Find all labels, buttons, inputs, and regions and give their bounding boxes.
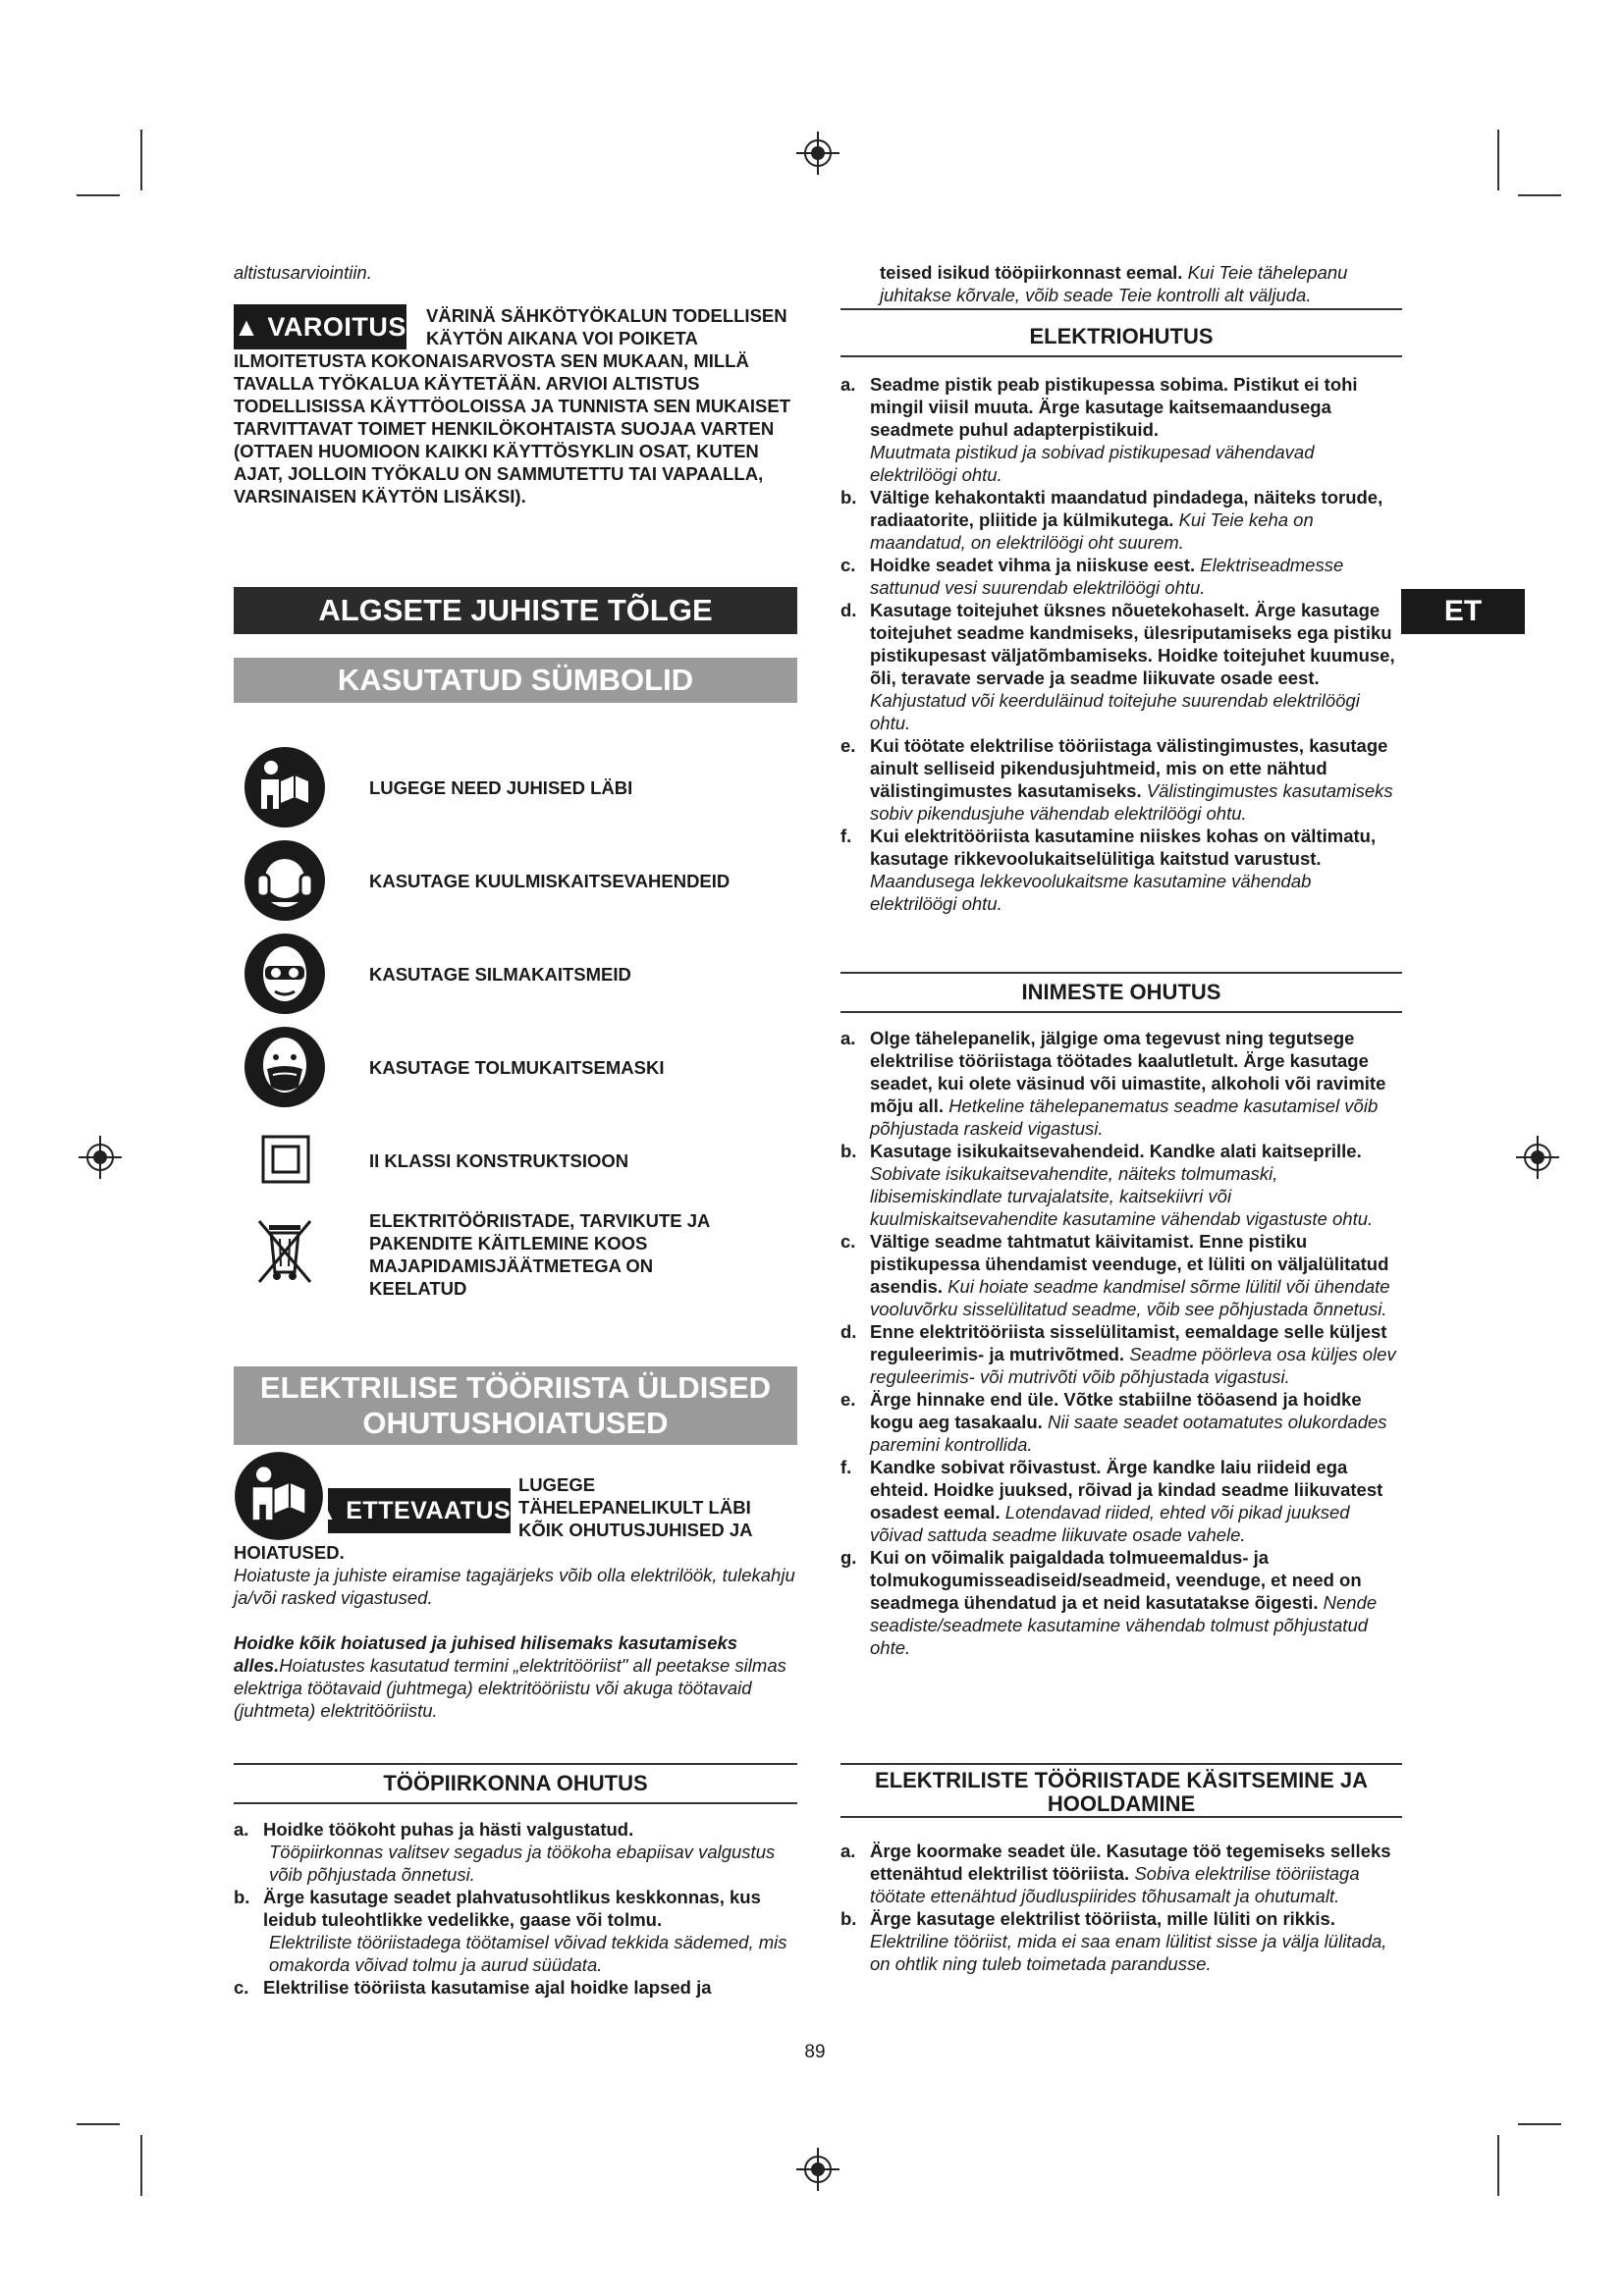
- handling-heading-line: ELEKTRILISTE TÖÖRIISTADE KÄSITSEMINE JA: [875, 1768, 1368, 1792]
- registration-mark-icon: [796, 132, 839, 175]
- item-bold: Kui elektritööriista kasutamine niiskes kohas on vältimatu, kasutage rikkevoolukaitselülitiga kaitstud varustust.: [870, 826, 1377, 869]
- item-bold: Kui töötate elektrilise tööriistaga välistingimustes, kasutage ainult selliseid pikendusjuhtmeid, mis on ette nähtud välistingimustes kasutamiseks.: [870, 735, 1388, 801]
- symbol-text: KASUTAGE SILMAKAITSMEID: [369, 963, 631, 985]
- list-item: [234, 1886, 797, 1976]
- continued-italic: Kui Teie tähelepanu juhitakse kõrvale, võib seade Teie kontrolli alt väljuda.: [880, 262, 1348, 305]
- caution-line: KÕIK OHUTUSJUHISED JA: [518, 1520, 753, 1540]
- item-bold: Vältige kehakontakti maandatud pindadega, näiteks torude, radiaatorite, pliitide ja külmikutega.: [870, 487, 1383, 530]
- list-item: [234, 1818, 797, 1886]
- item-italic: Elektriseadmesse sattunud vesi suurendab elektrilöögi ohtu.: [870, 555, 1344, 598]
- keep-rest: Hoiatustes kasutatud termini „elektritööriist" all peetakse silmas elektriga töötavaid (juhtmega) elektritööriistu või akuga töötavaid (juhtmeta) elektritööriistu.: [234, 1655, 786, 1721]
- warning-label: VAROITUS: [267, 311, 406, 342]
- general-heading-line: ELEKTRILISE TÖÖRIISTA ÜLDISED: [259, 1370, 772, 1405]
- list-item: [840, 1320, 1402, 1388]
- list-item: [840, 1840, 1402, 1907]
- eye-protection-icon: [244, 933, 326, 1015]
- symbol-text: LUGEGE NEED JUHISED LÄBI: [369, 776, 633, 798]
- keep-bold: Hoidke kõik hoiatused ja juhised hilisemaks kasutamiseks alles.: [234, 1632, 738, 1676]
- handling-heading-line: HOOLDAMINE: [1047, 1791, 1196, 1816]
- list-item: [840, 1907, 1402, 1975]
- personal-heading: INIMESTE OHUTUS: [840, 972, 1402, 1013]
- item-bold: Enne elektritööriista sisselülitamist, eemaldage selle küljest reguleerimis- ja mutrivõtmed.: [870, 1321, 1387, 1364]
- item-bold: Kasutage toitejuhet üksnes nõuetekohaselt. Ärge kasutage toitejuhet seadme kandmiseks, ülesriputamiseks ega pistiku pistikupesast väljatõmbamiseks. Hoidke toitejuhet kuumuse, õli, teravate servade ja seadme liikuvate osade eest.: [870, 600, 1395, 688]
- work-area-heading: TÖÖPIIRKONNA OHUTUS: [234, 1763, 797, 1804]
- crop-mark-bottom-right-v: [1497, 2135, 1499, 2196]
- item-bold: Vältige seadme tahtmatut käivitamist. Enne pistiku pistikupessa ühendamist veenduge, et lüliti on väljalülitatud asendis.: [870, 1231, 1389, 1297]
- symbol-text: II KLASSI KONSTRUKTSIOON: [369, 1149, 629, 1171]
- personal-list: [840, 1027, 1402, 1659]
- item-italic: Seadme pöörleva osa küljes olev reguleerimis- või mutrivõti võib põhjustada vigastusi.: [870, 1344, 1396, 1387]
- item-label: a.: [840, 1028, 856, 1048]
- caution-label: ETTEVAATUST: [346, 1496, 526, 1524]
- symbols-heading: KASUTATUD SÜMBOLID: [234, 658, 797, 703]
- warning-badge: [234, 304, 406, 349]
- electric-heading: ELEKTRIOHUTUS: [840, 318, 1402, 357]
- item-label: b.: [840, 1141, 857, 1161]
- registration-mark-icon: [1516, 1136, 1559, 1179]
- symbol-row: [244, 1119, 628, 1201]
- crop-mark-bottom-right-h: [1518, 2123, 1561, 2125]
- item-label: a.: [234, 1819, 249, 1840]
- symbol-text: KASUTAGE TOLMUKAITSEMASKI: [369, 1056, 665, 1078]
- crop-mark-top-right-v: [1497, 130, 1499, 190]
- caution-tail: HOIATUSED.: [234, 1542, 345, 1563]
- item-label: f.: [840, 826, 852, 846]
- item-bold: Kui on võimalik paigaldada tolmueemaldus- ja tolmukogumisseadiseid/seadmeid, veenduge, et need on seadmega ühendatud ja et neid kasutatakse õigesti.: [870, 1547, 1362, 1613]
- item-italic: Elektriline tööriist, mida ei saa enam lülitist sisse ja välja lülitada, on ohtlik ning tuleb toimetada parandusse.: [870, 1931, 1387, 1974]
- warning-line: VÄRINÄ SÄHKÖTYÖKALUN TODELLISEN: [426, 305, 787, 326]
- work-area-list: [234, 1818, 797, 1999]
- item-label: g.: [840, 1547, 857, 1568]
- crop-mark-bottom-left-v: [140, 2135, 142, 2196]
- keep-instructions: [234, 1631, 797, 1722]
- list-item: [840, 1140, 1402, 1230]
- general-warnings-heading: [234, 1366, 797, 1445]
- warning-line: KÄYTÖN AIKANA VOI POIKETA: [426, 328, 698, 348]
- main-heading: ALGSETE JUHISTE TÕLGE: [234, 587, 797, 634]
- continued-text: [840, 261, 1390, 306]
- general-heading-line: OHUTUSHOIATUSED: [362, 1406, 669, 1440]
- language-tab: ET: [1401, 589, 1525, 634]
- item-italic: Välistingimustes kasutamiseks sobiv pikendusjuhe vähendab elektrilöögi ohtu.: [870, 780, 1393, 824]
- continued-bold: teised isikud tööpiirkonnast eemal.: [880, 262, 1183, 283]
- item-label: d.: [840, 1321, 857, 1342]
- crop-mark-top-left-h: [77, 194, 120, 196]
- list-item: [840, 1230, 1402, 1320]
- list-item: [840, 599, 1402, 734]
- item-label: a.: [840, 1841, 856, 1861]
- caution-badge: [312, 1488, 526, 1533]
- list-item: [840, 825, 1402, 915]
- registration-mark-icon: [79, 1136, 122, 1179]
- item-italic: Nende seadiste/seadmete kasutamine vähendab tolmust põhjustatud ohte.: [870, 1592, 1378, 1658]
- symbol-row: [244, 1209, 723, 1300]
- symbol-row: [244, 1026, 664, 1108]
- symbol-text: ELEKTRITÖÖRIISTADE, TARVIKUTE JA PAKENDITE KÄITLEMINE KOOS MAJAPIDAMISJÄÄTMETEGA ON KEELATUD: [369, 1210, 710, 1299]
- caution-note: Hoiatuste ja juhiste eiramise tagajärjeks võib olla elektrilöök, tulekahju ja/või rasked vigastused.: [234, 1565, 795, 1608]
- item-label: e.: [840, 735, 856, 756]
- warning-first-lines: [426, 304, 787, 349]
- list-item: [840, 1456, 1402, 1546]
- page-number: 89: [804, 2042, 826, 2062]
- list-item: [234, 1976, 797, 1999]
- list-item: [840, 1546, 1402, 1659]
- item-bold: Ärge koormake seadet üle. Kasutage töö tegemiseks selleks ettenähtud elektrilist tööriista.: [870, 1841, 1391, 1884]
- symbol-row: [244, 839, 730, 922]
- crossed-bin-icon: [244, 1209, 326, 1292]
- warning-block: [234, 304, 797, 507]
- caution-lines: [518, 1473, 752, 1541]
- handling-heading: [840, 1763, 1402, 1818]
- list-item: [840, 734, 1402, 825]
- intro-text: altistusarviointiin.: [234, 262, 372, 283]
- warning-triangle-icon: ▲: [234, 311, 260, 342]
- item-bold: Hoidke töökoht puhas ja hästi valgustatud.: [263, 1819, 634, 1840]
- list-item: [840, 1027, 1402, 1140]
- caution-block: [234, 1451, 797, 1722]
- ear-protection-icon: [244, 839, 326, 922]
- item-label: c.: [840, 555, 856, 575]
- caution-line: TÄHELEPANELIKULT LÄBI: [518, 1497, 751, 1518]
- item-label: c.: [234, 1977, 249, 1998]
- handling-list: [840, 1840, 1402, 1975]
- symbol-row: [244, 933, 631, 1015]
- item-italic: Nii saate seadet ootamatutes olukordades paremini kontrollida.: [870, 1412, 1387, 1455]
- item-label: b.: [234, 1887, 250, 1907]
- item-bold: Elektrilise tööriista kasutamise ajal hoidke lapsed ja: [263, 1977, 712, 1998]
- list-item: [840, 373, 1402, 486]
- item-italic: Sobiva elektrilise tööriistaga töötate ettenähtud jõudluspiirides tõhusamalt ja ohutumalt.: [870, 1863, 1360, 1906]
- item-italic: Elektriliste tööriistadega töötamisel võivad tekkida sädemed, mis omakorda võivad tolmu ja aurud süüdata.: [269, 1932, 787, 1975]
- item-bold: Ärge kasutage elektrilist tööriista, mille lüliti on rikkis.: [870, 1908, 1335, 1929]
- item-label: c.: [840, 1231, 856, 1252]
- read-manual-icon: [234, 1451, 324, 1541]
- continued-underline: [840, 308, 1402, 310]
- warning-triangle-icon: ▲: [312, 1495, 339, 1525]
- list-item: [840, 1388, 1402, 1456]
- item-italic: Kui Teie keha on maandatud, on elektrilöögi oht suurem.: [870, 509, 1314, 553]
- item-italic: Tööpiirkonnas valitsev segadus ja töökoha ebapiisav valgustus võib põhjustada õnnetusi.: [269, 1842, 776, 1885]
- dust-mask-icon: [244, 1026, 326, 1108]
- item-bold: Kasutage isikukaitsevahendeid. Kandke alati kaitseprille.: [870, 1141, 1362, 1161]
- item-italic: Lotendavad riided, ehted või pikad juuksed võivad sattuda seadme liikuvate osade vahele.: [870, 1502, 1350, 1545]
- list-item: [840, 486, 1402, 554]
- item-label: f.: [840, 1457, 852, 1477]
- item-italic: Muutmata pistikud ja sobivad pistikupesad vähendavad elektrilöögi ohtu.: [870, 442, 1315, 485]
- item-bold: Hoidke seadet vihma ja niiskuse eest.: [870, 555, 1196, 575]
- caution-line: LUGEGE: [518, 1474, 596, 1495]
- item-bold: Seadme pistik peab pistikupessa sobima. Pistikut ei tohi mingil viisil muuta. Ärge kasutage kaitsemaandusega seadmete puhul adapterpistikuid.: [870, 374, 1358, 440]
- symbol-row: [244, 746, 632, 828]
- warning-body: ILMOITETUSTA KOKONAISARVOSTA SEN MUKAAN, MILLÄ TAVALLA TYÖKALUA KÄYTETÄÄN. ARVIOI ALTISTUS TODELLISISSA KÄYTTÖOLOISSA JA TUNNISTA SEN MUKAISET TARVITTAVAT TOIMET HENKILÖKOHTAISTA SUOJAA VARTEN (OTTAEN HUOMIOON KAIKKI KÄYTTÖSYKLIN OSAT, KUTEN AJAT, JOLLOIN TYÖKALU ON SAMMUTETTU TAI VAPAALLA, VARSINAISEN KÄYTÖN LISÄKSI).: [234, 350, 791, 507]
- read-manual-icon: [244, 746, 326, 828]
- symbol-text: KASUTAGE KUULMISKAITSEVAHENDEID: [369, 870, 731, 891]
- class-ii-icon: [244, 1119, 326, 1201]
- crop-mark-bottom-left-h: [77, 2123, 120, 2125]
- list-item: [840, 554, 1402, 599]
- item-label: b.: [840, 1908, 857, 1929]
- item-italic: Kahjustatud või keerduläinud toitejuhe suurendab elektrilöögi ohtu.: [870, 690, 1360, 733]
- item-bold: Ärge hinnake end üle. Võtke stabiilne tööasend ja hoidke kogu aeg tasakaalu.: [870, 1389, 1362, 1432]
- item-italic: Sobivate isikukaitsevahendite, näiteks tolmumaski, libisemiskindlate turvajalatsite, kaitsekiivri või kuulmiskaitsevahendite kasutamine vähendab vigastuste ohtu.: [870, 1163, 1374, 1229]
- item-bold: Olge tähelepanelik, jälgige oma tegevust ning tegutsege elektrilise tööriistaga töötades kaalutletult. Ärge kasutage seadet, kui olete väsinud või uimastite, alkoholi või ravimite mõju all.: [870, 1028, 1386, 1116]
- item-bold: Ärge kasutage seadet plahvatusohtlikus keskkonnas, kus leidub tuleohtlikke vedelikke, gaase või tolmu.: [263, 1887, 761, 1930]
- item-italic: Hetkeline tähelepanematus seadme kasutamisel võib põhjustada raskeid vigastusi.: [870, 1095, 1379, 1139]
- item-label: b.: [840, 487, 857, 507]
- registration-mark-icon: [796, 2148, 839, 2191]
- item-label: a.: [840, 374, 856, 395]
- item-italic: Kui hoiate seadme kandmisel sõrme lülitil või ühendate vooluvõrku sisselülitatud seadme, võib see põhjustada õnnetusi.: [870, 1276, 1390, 1319]
- electric-list: [840, 373, 1402, 915]
- item-label: d.: [840, 600, 857, 620]
- item-label: e.: [840, 1389, 856, 1410]
- crop-mark-top-left-v: [140, 130, 142, 190]
- item-bold: Kandke sobivat rõivastust. Ärge kandke laiu riideid ega ehteid. Hoidke juuksed, rõivad ja kindad seadme liikuvatest osadest eemal.: [870, 1457, 1383, 1522]
- crop-mark-top-right-h: [1518, 194, 1561, 196]
- item-italic: Maandusega lekkevoolukaitsme kasutamine vähendab elektrilöögi ohtu.: [870, 871, 1312, 914]
